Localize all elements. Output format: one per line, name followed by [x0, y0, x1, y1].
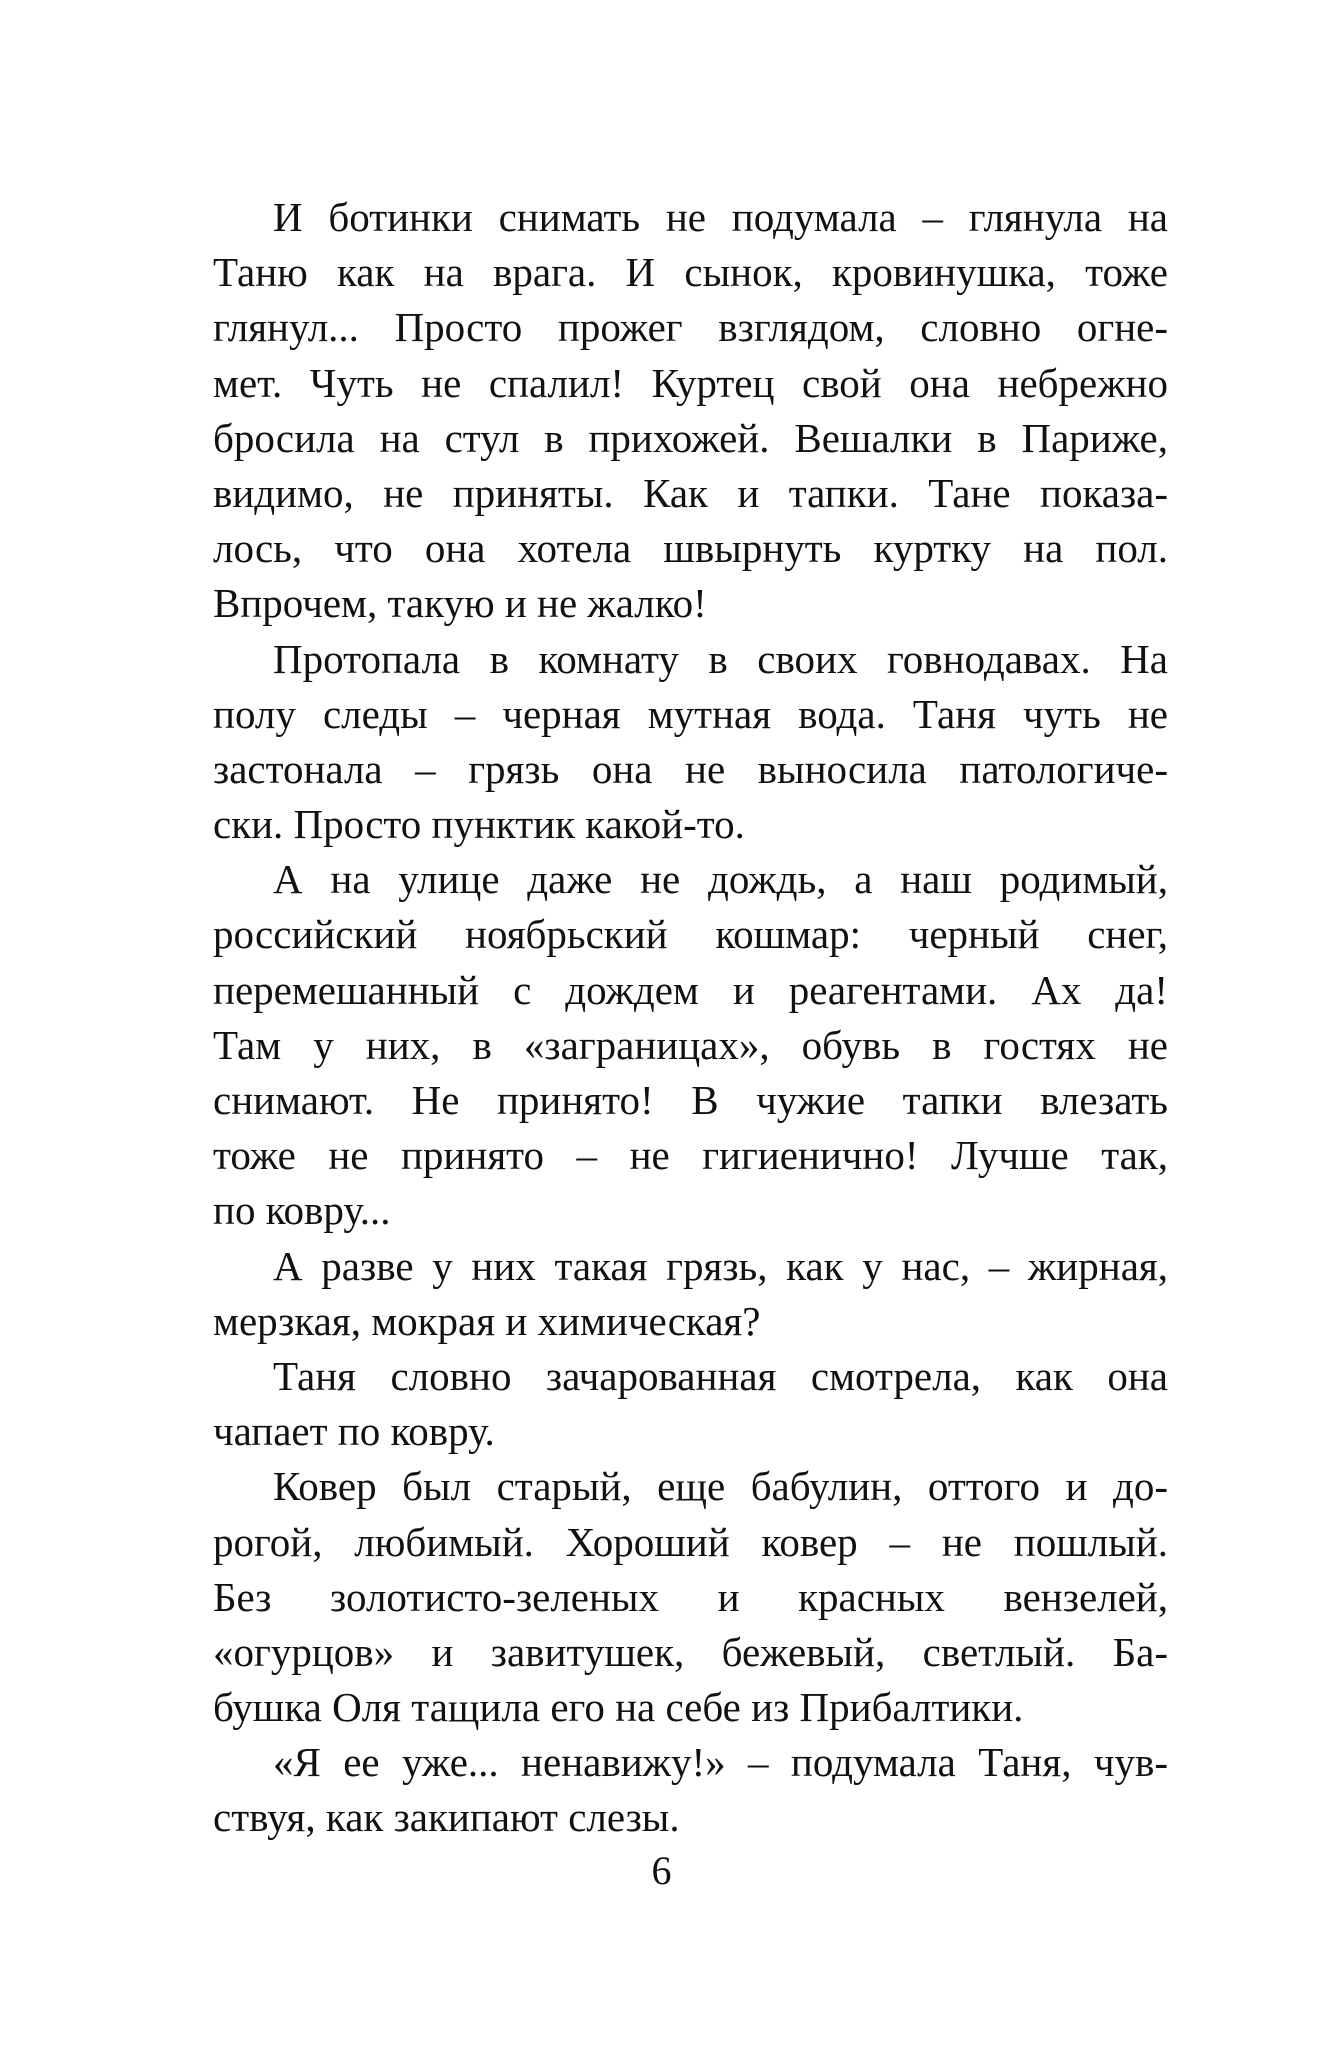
text-line: тоже не принято – не гигиенично! Лучше так, [213, 1132, 1168, 1179]
text-line: ствуя, как закипают слезы. [213, 1794, 680, 1841]
text-line: «Я ее уже... ненавижу!» – подумала Таня, чув- [273, 1739, 1168, 1786]
text-line: лось, что она хотела швырнуть куртку на пол. [213, 525, 1168, 572]
page-number: 6 [651, 1848, 672, 1893]
text-line: Ковер был старый, еще бабулин, оттого и до- [273, 1463, 1168, 1510]
paragraph [213, 1239, 1168, 1349]
text-line: Впрочем, такую и не жалко! [213, 580, 707, 627]
text-line: российский ноябрьский кошмар: черный снег, [213, 911, 1168, 958]
text-line: видимо, не приняты. Как и тапки. Тане показа- [213, 469, 1168, 516]
text-line: «огурцов» и завитушек, бежевый, светлый. Ба- [213, 1628, 1168, 1675]
text-line: снимают. Не принято! В чужие тапки влезать [213, 1077, 1168, 1123]
text-line: мерзкая, мокрая и химическая? [213, 1297, 761, 1344]
text-line: мет. Чуть не спалил! Куртец свой она небрежно [213, 359, 1168, 406]
paragraph [213, 1459, 1168, 1735]
text-line: Протопала в комнату в своих говнодавах. На [273, 635, 1168, 682]
text-line: перемешанный с дождем и реагентами. Ах да! [213, 966, 1168, 1013]
paragraph [213, 190, 1168, 632]
text-line: А на улице даже не дождь, а наш родимый, [273, 856, 1168, 903]
text-line: Без золотисто-зеленых и красных вензелей, [213, 1573, 1168, 1620]
text-line: рогой, любимый. Хороший ковер – не пошлый. [213, 1518, 1168, 1565]
paragraph [213, 1735, 1168, 1845]
text-line: чапает по ковру. [213, 1408, 495, 1455]
text-line: Таню как на врага. И сынок, кровинушка, тоже [213, 249, 1168, 296]
paragraph [213, 632, 1168, 853]
text-line: полу следы – черная мутная вода. Таня чуть не [213, 690, 1168, 737]
text-line: глянул... Просто прожег взглядом, словно огне- [213, 304, 1168, 351]
text-line: бушка Оля тащила его на себе из Прибалтики. [213, 1684, 1024, 1731]
text-line: по ковру... [213, 1187, 391, 1234]
text-line: Таня словно зачарованная смотрела, как она [273, 1352, 1168, 1399]
page-body-text [213, 190, 1168, 1846]
text-line: ски. Просто пунктик какой-то. [213, 801, 745, 848]
paragraph [213, 852, 1168, 1238]
text-line: Там у них, в «заграницах», обувь в гостях не [213, 1021, 1168, 1068]
paragraph [213, 1349, 1168, 1459]
text-line: бросила на стул в прихожей. Вешалки в Париже, [213, 414, 1168, 461]
text-line: И ботинки снимать не подумала – глянула на [273, 194, 1168, 240]
text-line: А разве у них такая грязь, как у нас, – жирная, [273, 1242, 1168, 1289]
text-line: застонала – грязь она не выносила патологиче- [213, 745, 1168, 792]
